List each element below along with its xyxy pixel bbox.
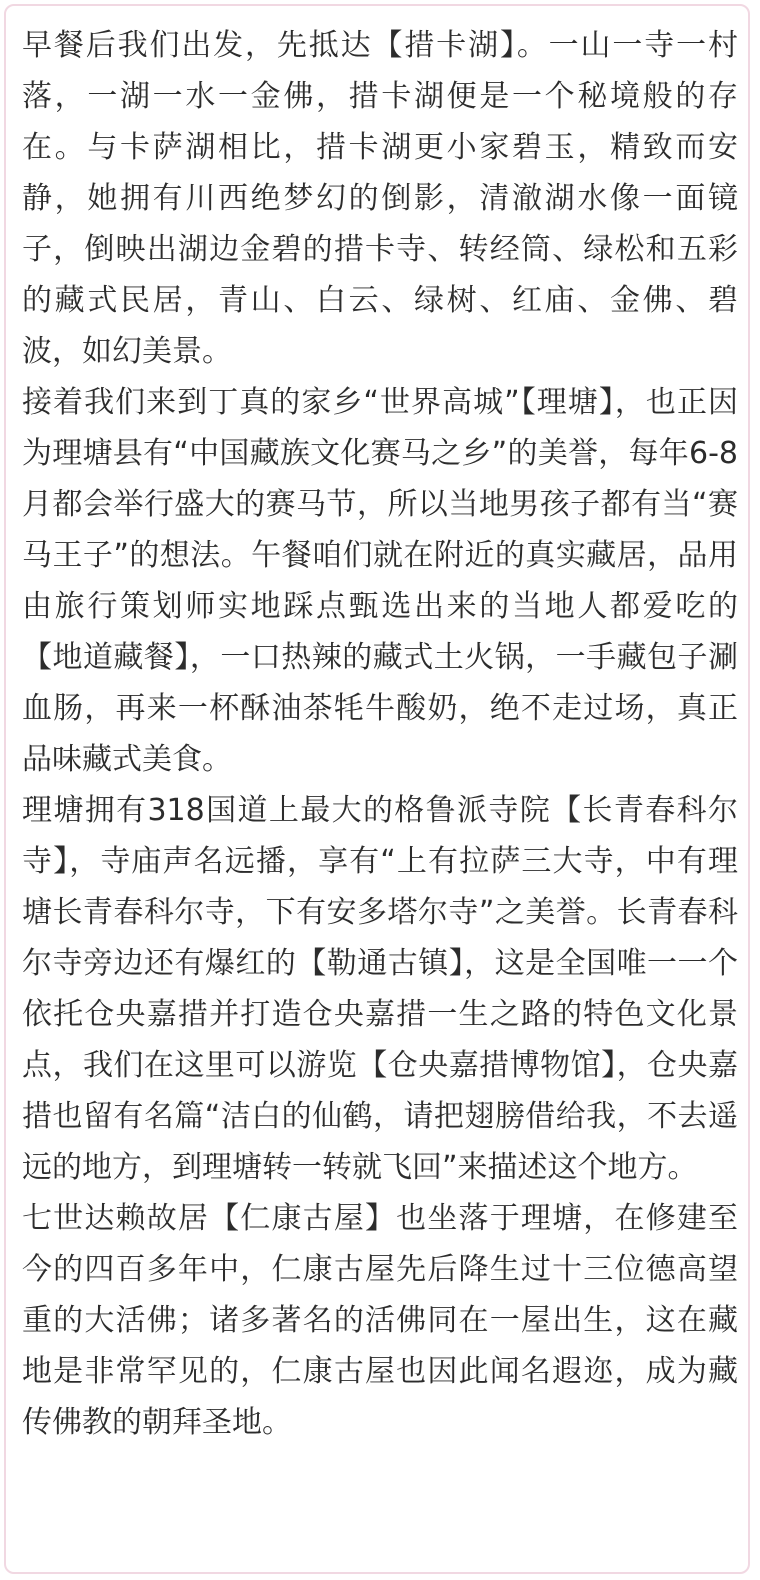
paragraph-renkang-house: 七世达赖故居【仁康古屋】也坐落于理塘，在修建至今的四百多年中，仁康古屋先后降生过十三位德高望重的大活佛；诸多著名的活佛同在一屋出生，这在藏地是非常罕见的，仁康古屋也因此闻名遐迩，成为藏传佛教的朝拜圣地。 — [22, 1201, 738, 1440]
article-body — [22, 20, 738, 1448]
paragraph-litang: 接着我们来到丁真的家乡“世界高城”【理塘】，也正因为理塘县有“中国藏族文化赛马之乡”的美誉，每年6-8月都会举行盛大的赛马节，所以当地男孩子都有当“赛马王子”的想法。午餐咱们就在附近的真实藏居，品用由旅行策划师实地踩点甄选出来的当地人都爱吃的【地道藏餐】，一口热辣的藏式土火锅，一手藏包子涮血肠，再来一杯酥油茶牦牛酸奶，绝不走过场，真正品味藏式美食。 — [22, 385, 738, 777]
paragraph-cuoka-lake: 早餐后我们出发，先抵达【措卡湖】。一山一寺一村落，一湖一水一金佛，措卡湖便是一个秘境般的存在。与卡萨湖相比，措卡湖更小家碧玉，精致而安静，她拥有川西绝梦幻的倒影，清澈湖水像一面镜子，倒映出湖边金碧的措卡寺、转经筒、绿松和五彩的藏式民居，青山、白云、绿树、红庙、金佛、碧波，如幻美景。 — [22, 28, 738, 369]
paragraph-changqing-monastery: 理塘拥有318国道上最大的格鲁派寺院【长青春科尔寺】，寺庙声名远播，享有“上有拉萨三大寺，中有理塘长青春科尔寺，下有安多塔尔寺”之美誉。长青春科尔寺旁边还有爆红的【勒通古镇】，这是全国唯一一个依托仓央嘉措并打造仓央嘉措一生之路的特色文化景点，我们在这里可以游览【仓央嘉措博物馆】，仓央嘉措也留有名篇“洁白的仙鹤，请把翅膀借给我，不去遥远的地方，到理塘转一转就飞回”来描述这个地方。 — [22, 793, 738, 1185]
